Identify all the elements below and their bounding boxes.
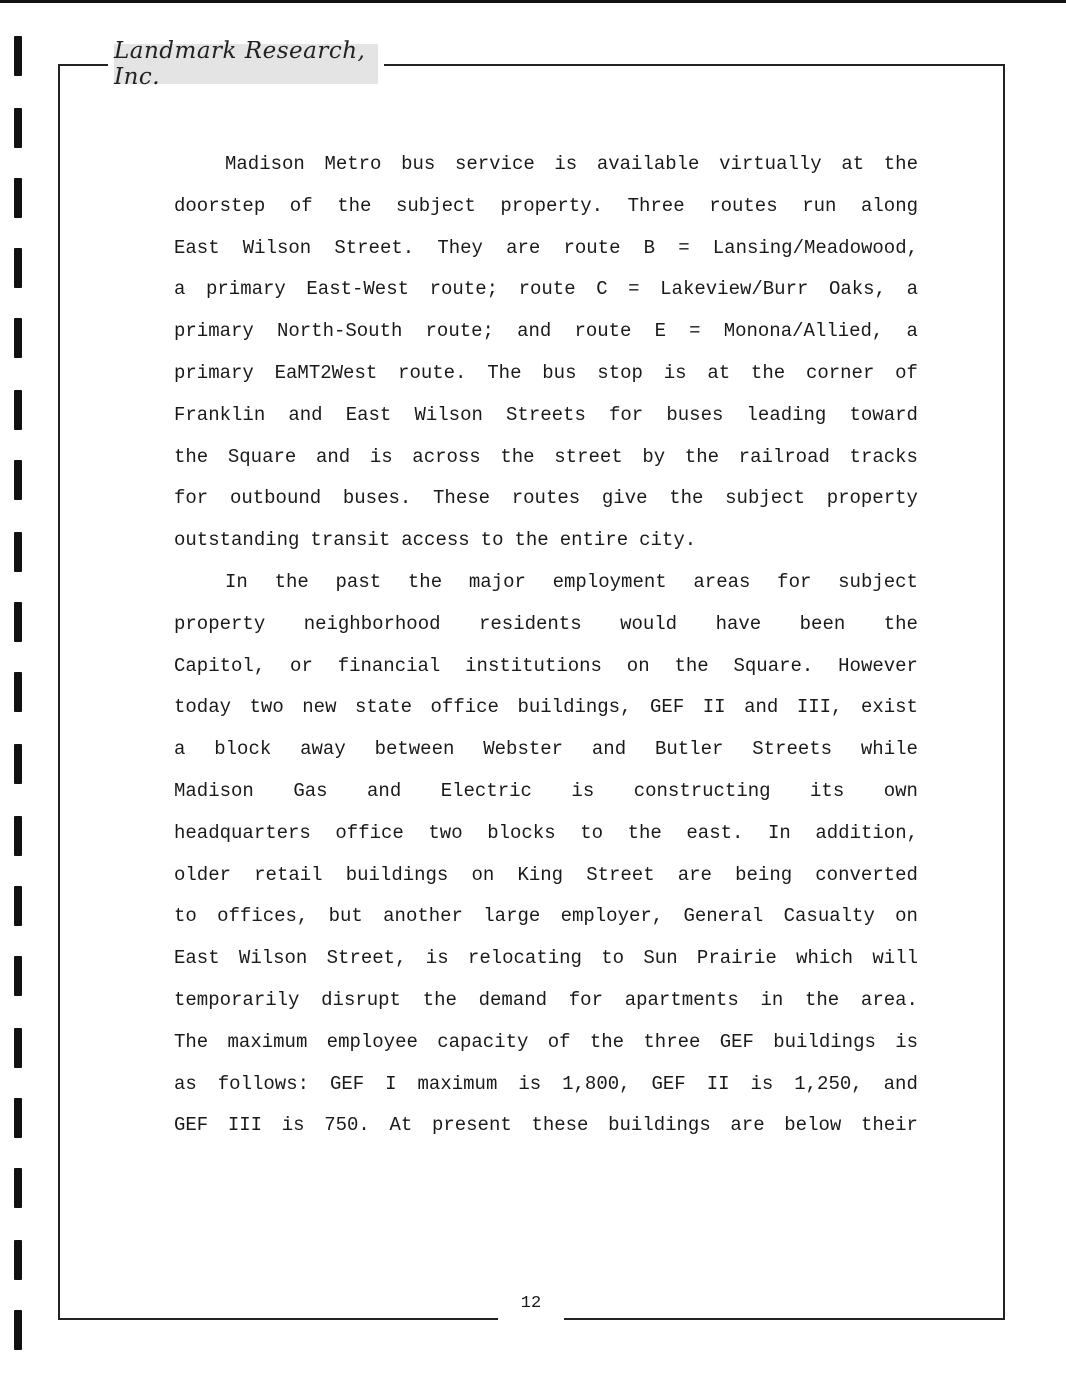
frame-top-left-rule bbox=[60, 64, 108, 66]
word: the bbox=[422, 989, 457, 1011]
word: offices, bbox=[217, 905, 309, 927]
word: financial bbox=[337, 655, 441, 677]
text-line bbox=[174, 1074, 918, 1098]
word: I bbox=[385, 1073, 397, 1095]
word: are bbox=[730, 1114, 765, 1136]
word: state bbox=[355, 696, 413, 718]
word: routes bbox=[511, 487, 581, 509]
page-top-edge bbox=[0, 0, 1066, 3]
word: Madison bbox=[174, 780, 254, 802]
frame-bottom-right-rule bbox=[564, 1318, 1005, 1320]
word: buildings bbox=[608, 1114, 711, 1136]
word: Butler bbox=[654, 738, 724, 760]
company-logo: Landmark Research, Inc. bbox=[114, 44, 378, 84]
word: toward bbox=[849, 404, 918, 426]
text-line bbox=[174, 530, 918, 554]
binding-hole-mark bbox=[14, 956, 22, 996]
word: the bbox=[337, 195, 372, 217]
word: block bbox=[214, 738, 272, 760]
word: and bbox=[367, 780, 402, 802]
word: Gas bbox=[293, 780, 328, 802]
word: primary bbox=[205, 278, 286, 300]
word: East bbox=[174, 947, 220, 969]
binding-hole-mark bbox=[14, 602, 22, 642]
word: employer, bbox=[560, 905, 664, 927]
word: GEF bbox=[650, 696, 685, 718]
word: primary bbox=[174, 320, 254, 342]
word: today bbox=[174, 696, 232, 718]
word: is bbox=[425, 947, 449, 969]
word: GEF bbox=[651, 1073, 686, 1095]
word: GEF bbox=[329, 1073, 365, 1095]
word: apartments bbox=[624, 989, 739, 1011]
word: run bbox=[802, 195, 837, 217]
word: Webster bbox=[483, 738, 564, 760]
word: for bbox=[609, 404, 644, 426]
word: Square bbox=[227, 446, 297, 468]
word: a bbox=[174, 738, 186, 760]
word: stop bbox=[597, 362, 643, 384]
word: major bbox=[468, 571, 526, 593]
word: C bbox=[596, 278, 608, 300]
word: subject bbox=[838, 571, 918, 593]
word: will bbox=[872, 947, 918, 969]
word: access bbox=[401, 529, 470, 551]
word: bus bbox=[401, 153, 436, 175]
frame-top-right-rule bbox=[384, 64, 1005, 66]
word: of bbox=[289, 195, 313, 217]
word: of bbox=[895, 362, 918, 384]
word: employment bbox=[552, 571, 667, 593]
word: which bbox=[796, 947, 854, 969]
word: bus bbox=[542, 362, 577, 384]
word: the bbox=[883, 613, 918, 635]
word: to bbox=[601, 947, 625, 969]
word: buildings, bbox=[517, 696, 632, 718]
word: at bbox=[841, 153, 865, 175]
page-number: 12 bbox=[520, 1294, 542, 1313]
word: East-West bbox=[306, 278, 410, 300]
word: property bbox=[174, 613, 266, 635]
word: three bbox=[643, 1031, 701, 1053]
word: these bbox=[531, 1114, 589, 1136]
word: B bbox=[643, 237, 656, 259]
word: blocks bbox=[487, 822, 556, 844]
word: city. bbox=[639, 529, 697, 551]
paragraph-transit bbox=[174, 154, 918, 572]
word: is bbox=[518, 1073, 542, 1095]
binding-hole-mark bbox=[14, 460, 22, 500]
word: is bbox=[554, 153, 578, 175]
word: on bbox=[895, 905, 918, 927]
word: in bbox=[760, 989, 784, 1011]
word: Casualty bbox=[783, 905, 875, 927]
word: route bbox=[574, 320, 632, 342]
word: East bbox=[345, 404, 392, 426]
text-line bbox=[174, 781, 918, 805]
word: street bbox=[554, 446, 623, 468]
word: the bbox=[669, 487, 704, 509]
word: area. bbox=[860, 989, 918, 1011]
text-line bbox=[174, 614, 918, 638]
word: the bbox=[674, 655, 709, 677]
word: give bbox=[601, 487, 648, 509]
word: Lansing/Meadowood, bbox=[712, 237, 918, 259]
word: = bbox=[689, 320, 701, 342]
word: for bbox=[568, 989, 603, 1011]
word: buses bbox=[666, 404, 724, 426]
word: service bbox=[454, 153, 535, 175]
binding-hole-mark bbox=[14, 886, 22, 926]
word: neighborhood bbox=[303, 613, 441, 635]
word: follows: bbox=[217, 1073, 309, 1095]
word: buildings bbox=[345, 864, 449, 886]
word: leading bbox=[746, 404, 827, 426]
word: by bbox=[642, 446, 666, 468]
word: Capitol, bbox=[174, 655, 266, 677]
word: past bbox=[335, 571, 382, 593]
binding-hole-mark bbox=[14, 318, 22, 358]
word: the bbox=[684, 446, 720, 468]
text-line bbox=[174, 1115, 918, 1139]
binding-hole-mark bbox=[14, 1240, 22, 1280]
word: Wilson bbox=[242, 237, 312, 259]
word: the bbox=[589, 1031, 625, 1053]
text-line bbox=[174, 906, 918, 930]
text-line bbox=[174, 948, 918, 972]
word: is bbox=[895, 1031, 918, 1053]
word: retail bbox=[254, 864, 323, 886]
text-line bbox=[174, 739, 918, 763]
word: outstanding bbox=[174, 529, 300, 551]
word: a bbox=[906, 278, 918, 300]
word: Street, bbox=[326, 947, 407, 969]
word: GEF bbox=[174, 1114, 209, 1136]
word: subject bbox=[725, 487, 805, 509]
word: Oaks, bbox=[828, 278, 886, 300]
word: II bbox=[706, 1073, 730, 1095]
word: and bbox=[591, 738, 627, 760]
word: across bbox=[412, 446, 481, 468]
word: being bbox=[735, 864, 793, 886]
word: for bbox=[777, 571, 812, 593]
word: 1,800, bbox=[562, 1073, 631, 1095]
word: Madison bbox=[225, 153, 305, 175]
word: property bbox=[826, 487, 918, 509]
word: Monona/Allied, bbox=[723, 320, 884, 342]
word: converted bbox=[815, 864, 918, 886]
text-line bbox=[174, 823, 918, 847]
word: virtually bbox=[719, 153, 822, 175]
word: route; bbox=[425, 320, 494, 342]
word: capacity bbox=[437, 1031, 529, 1053]
word: to bbox=[480, 529, 504, 551]
word: been bbox=[799, 613, 846, 635]
word: constructing bbox=[633, 780, 771, 802]
word: between bbox=[374, 738, 455, 760]
word: the bbox=[274, 571, 309, 593]
binding-hole-mark bbox=[14, 248, 22, 288]
word: two bbox=[428, 822, 463, 844]
word: to bbox=[580, 822, 604, 844]
word: the bbox=[174, 446, 209, 468]
word: Street bbox=[586, 864, 655, 886]
word: Franklin bbox=[174, 404, 266, 426]
word: Street. bbox=[334, 237, 415, 259]
word: are bbox=[506, 237, 541, 259]
word: institutions bbox=[465, 655, 602, 677]
binding-hole-mark bbox=[14, 672, 22, 712]
word: addition, bbox=[815, 822, 918, 844]
word: They bbox=[437, 237, 483, 259]
word: employee bbox=[326, 1031, 418, 1053]
word: its bbox=[810, 780, 845, 802]
word: a bbox=[906, 320, 918, 342]
word: routes bbox=[709, 195, 778, 217]
binding-hole-mark bbox=[14, 36, 22, 76]
word: exist bbox=[860, 696, 918, 718]
word: along bbox=[860, 195, 918, 217]
word: III, bbox=[796, 696, 843, 718]
word: Prairie bbox=[696, 947, 777, 969]
binding-hole-mark bbox=[14, 1028, 22, 1068]
word: or bbox=[290, 655, 313, 677]
word: III bbox=[227, 1114, 263, 1136]
word: on bbox=[471, 864, 495, 886]
word: older bbox=[174, 864, 232, 886]
word: headquarters bbox=[174, 822, 311, 844]
text-line bbox=[225, 572, 918, 596]
word: Streets bbox=[752, 738, 833, 760]
word: office bbox=[335, 822, 404, 844]
binding-hole-mark bbox=[14, 744, 22, 784]
word: for bbox=[174, 487, 209, 509]
word: North-South bbox=[276, 320, 403, 342]
binding-hole-mark bbox=[14, 108, 22, 148]
word: 1,250, bbox=[794, 1073, 863, 1095]
word: while bbox=[860, 738, 918, 760]
word: However bbox=[838, 655, 918, 677]
binding-hole-mark bbox=[14, 532, 22, 572]
text-line bbox=[174, 990, 918, 1014]
word: is bbox=[571, 780, 595, 802]
text-line bbox=[174, 279, 918, 303]
word: disrupt bbox=[321, 989, 401, 1011]
frame-right-rule bbox=[1003, 64, 1005, 1320]
text-line bbox=[174, 238, 918, 262]
text-line bbox=[174, 196, 918, 220]
word: transit bbox=[310, 529, 391, 551]
word: away bbox=[300, 738, 346, 760]
text-line bbox=[174, 697, 918, 721]
text-line bbox=[174, 447, 918, 471]
word: as bbox=[174, 1073, 197, 1095]
word: General bbox=[683, 905, 764, 927]
word: another bbox=[383, 905, 463, 927]
word: the bbox=[514, 529, 549, 551]
word: would bbox=[620, 613, 678, 635]
word: corner bbox=[805, 362, 875, 384]
word: residents bbox=[478, 613, 582, 635]
binding-hole-mark bbox=[14, 1098, 22, 1138]
word: Metro bbox=[324, 153, 382, 175]
word: entire bbox=[559, 529, 629, 551]
word: II bbox=[702, 696, 726, 718]
word: to bbox=[174, 905, 197, 927]
word: at bbox=[707, 362, 731, 384]
word: the bbox=[883, 153, 918, 175]
word: the bbox=[500, 446, 535, 468]
text-line bbox=[225, 154, 918, 178]
text-line bbox=[174, 321, 918, 345]
word: present bbox=[431, 1114, 512, 1136]
text-line bbox=[174, 656, 918, 680]
binding-hole-mark bbox=[14, 1168, 22, 1208]
word: buses. bbox=[342, 487, 412, 509]
word: Electric bbox=[440, 780, 532, 802]
word: office bbox=[430, 696, 499, 718]
word: Streets bbox=[506, 404, 586, 426]
paragraph-employment bbox=[174, 572, 918, 1158]
word: their bbox=[860, 1114, 918, 1136]
word: These bbox=[433, 487, 491, 509]
word: the bbox=[407, 571, 443, 593]
word: temporarily bbox=[174, 989, 300, 1011]
word: route. bbox=[398, 362, 467, 384]
word: and bbox=[883, 1073, 918, 1095]
word: below bbox=[784, 1114, 842, 1136]
word: two bbox=[249, 696, 284, 718]
word: and bbox=[288, 404, 323, 426]
word: areas bbox=[693, 571, 751, 593]
word: E bbox=[654, 320, 667, 342]
word: At bbox=[389, 1114, 413, 1136]
word: Sun bbox=[643, 947, 678, 969]
word: of bbox=[547, 1031, 571, 1053]
word: available bbox=[596, 153, 700, 175]
word: outbound bbox=[229, 487, 322, 509]
binding-hole-mark bbox=[14, 1310, 22, 1350]
word: is bbox=[750, 1073, 774, 1095]
word: the bbox=[804, 989, 840, 1011]
word: maximum bbox=[227, 1031, 308, 1053]
word: own bbox=[883, 780, 918, 802]
word: route; bbox=[429, 278, 499, 300]
word: Three bbox=[627, 195, 685, 217]
word: Wilson bbox=[238, 947, 308, 969]
frame-bottom-left-rule bbox=[58, 1318, 498, 1320]
text-line bbox=[174, 363, 918, 387]
word: Square. bbox=[733, 655, 814, 677]
word: have bbox=[715, 613, 762, 635]
word: route bbox=[563, 237, 621, 259]
frame-left-rule bbox=[58, 64, 60, 1320]
word: doorstep bbox=[174, 195, 266, 217]
word: and bbox=[517, 320, 552, 342]
word: The bbox=[174, 1031, 209, 1053]
binding-hole-mark bbox=[14, 816, 22, 856]
word: a bbox=[174, 278, 186, 300]
word: In bbox=[767, 822, 791, 844]
word: and bbox=[315, 446, 351, 468]
word: are bbox=[677, 864, 712, 886]
word: buildings bbox=[773, 1031, 876, 1053]
text-line bbox=[174, 1032, 918, 1056]
word: railroad bbox=[738, 446, 830, 468]
word: is bbox=[663, 362, 687, 384]
word: 750. bbox=[324, 1114, 370, 1136]
word: Lakeview/Burr bbox=[660, 278, 809, 300]
word: The bbox=[487, 362, 522, 384]
word: and bbox=[744, 696, 779, 718]
binding-hole-marks bbox=[0, 0, 30, 1380]
word: is bbox=[281, 1114, 305, 1136]
word: = bbox=[678, 237, 690, 259]
word: GEF bbox=[719, 1031, 754, 1053]
word: property. bbox=[500, 195, 604, 217]
text-line bbox=[174, 405, 918, 429]
word: = bbox=[628, 278, 640, 300]
word: route bbox=[518, 278, 576, 300]
word: tracks bbox=[849, 446, 918, 468]
word: east. bbox=[686, 822, 744, 844]
text-line bbox=[174, 488, 918, 512]
word: the bbox=[750, 362, 786, 384]
text-line bbox=[174, 865, 918, 889]
word: the bbox=[627, 822, 662, 844]
word: is bbox=[369, 446, 393, 468]
word: King bbox=[517, 864, 564, 886]
word: Wilson bbox=[414, 404, 483, 426]
word: demand bbox=[478, 989, 548, 1011]
word: on bbox=[626, 655, 650, 677]
word: large bbox=[483, 905, 541, 927]
word: East bbox=[174, 237, 220, 259]
word: subject bbox=[395, 195, 476, 217]
word: EaMT2West bbox=[274, 362, 378, 384]
word: primary bbox=[174, 362, 254, 384]
word: maximum bbox=[417, 1073, 498, 1095]
word: In bbox=[225, 571, 248, 593]
binding-hole-mark bbox=[14, 178, 22, 218]
binding-hole-mark bbox=[14, 390, 22, 430]
word: relocating bbox=[467, 947, 582, 969]
word: but bbox=[328, 905, 363, 927]
word: new bbox=[302, 696, 337, 718]
